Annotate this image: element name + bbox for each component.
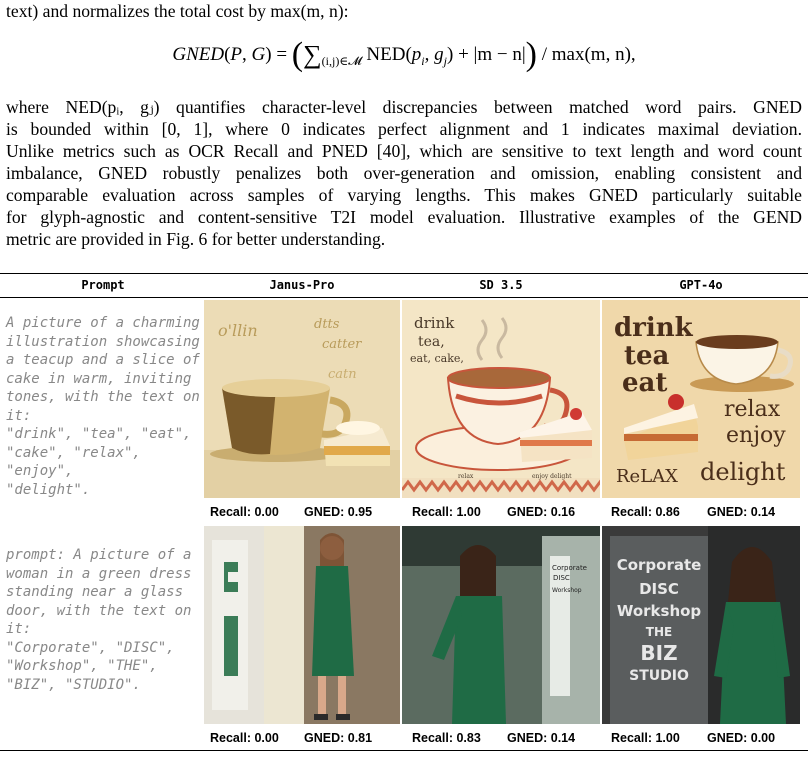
gpt4o-row2-recall: Recall: 1.00	[611, 731, 680, 745]
header-janus-pro: Janus-Pro	[269, 278, 335, 292]
para-line: where NED(pᵢ, gⱼ) quantifies character-level discrepancies between matched word pairs. GNED	[6, 97, 802, 117]
sd35-row2-recall: Recall: 0.83	[412, 731, 481, 745]
gpt-text-drink: drink	[614, 313, 693, 343]
sd-text-eatcake: eat, cake,	[410, 352, 464, 365]
prompt-row-2: prompt: A picture of a woman in a green dress standing near a glass door, with the text on it: "Corporate", "DISC", "Workshop", "THE", "BIZ", "STUDIO".	[6, 547, 192, 693]
gpt4o-woman-image	[602, 526, 800, 724]
para-line: metric are provided in Fig. 6 for better understanding.	[6, 229, 386, 249]
gpt-text-tea: tea	[624, 341, 670, 371]
gpt4o-row2-gned: GNED: 0.00	[707, 731, 776, 745]
gpt-text-biz: BIZ	[640, 641, 678, 665]
janus-row2-recall: Recall: 0.00	[210, 731, 279, 745]
sd-text-tea: tea,	[418, 334, 445, 350]
janus-woman-image	[204, 526, 400, 724]
sd35-row1-gned: GNED: 0.16	[507, 505, 576, 519]
gpt-text-enjoy: enjoy	[726, 423, 786, 448]
table-header-rule	[0, 297, 808, 298]
table-top-rule	[0, 273, 808, 274]
gpt4o-row1-gned: GNED: 0.14	[707, 505, 776, 519]
sd35-row1-recall: Recall: 1.00	[412, 505, 481, 519]
header-gpt4o: GPT-4o	[679, 278, 723, 292]
sd-text-drink: drink	[414, 314, 455, 332]
para-line: Unlike metrics such as OCR Recall and PNED [40], which are sensitive to text length and word count	[6, 141, 802, 161]
sd-text-relax: relax	[458, 473, 474, 480]
janus-garble-2: dtts	[314, 317, 340, 332]
prompt-row-1: A picture of a charming illustration showcasing a teacup and a slice of cake in warm, inviting tones, with the text on it: "drink", "tea", "eat", "cake", "relax", "enjoy", "delight".	[6, 315, 200, 498]
gpt4o-tea-image	[602, 300, 800, 498]
sd-text-disc: DISC	[553, 574, 570, 582]
para-line: comparable evaluation across samples of varying lengths. This makes GNED particularly suitable	[6, 185, 802, 205]
sd-text-corporate: Corporate	[552, 564, 587, 572]
para-line: for glyph-agnostic and content-sensitive T2I model evaluation. Illustrative examples of the GEND	[6, 207, 802, 227]
header-prompt: Prompt	[81, 278, 125, 292]
sd35-woman-image	[402, 526, 600, 724]
janus-garble-1: o'llin	[218, 321, 258, 340]
para-line: imbalance, GNED robustly penalizes both over-generation and omission, enabling consistent and	[6, 163, 802, 183]
sd-text-enjoy: enjoy delight	[532, 473, 572, 480]
janus-row1-gned: GNED: 0.95	[304, 505, 373, 519]
gpt-text-corporate: Corporate	[616, 556, 702, 574]
gpt-text-disc: DISC	[639, 580, 679, 598]
janus-row1-recall: Recall: 0.00	[210, 505, 279, 519]
body-paragraph	[6, 96, 802, 250]
eq-sum-subscript: (i,j)∈𝓜	[321, 53, 362, 68]
gpt-text-studio: STUDIO	[629, 668, 689, 684]
sd35-tea-image	[402, 300, 600, 498]
gpt-text-workshop: Workshop	[616, 602, 702, 620]
sd35-row2-gned: GNED: 0.14	[507, 731, 576, 745]
gpt-text-the: THE	[645, 625, 673, 639]
intro-line: text) and normalizes the total cost by max(m, n):	[6, 1, 349, 21]
gpt4o-row1-recall: Recall: 0.86	[611, 505, 680, 519]
janus-garble-4: catn	[328, 367, 357, 382]
janus-tea-image	[204, 300, 400, 498]
janus-row2-gned: GNED: 0.81	[304, 731, 373, 745]
janus-garble-3: catter	[322, 337, 362, 352]
gpt-text-relax-caps: ReLAX	[616, 466, 678, 487]
sd-text-workshop: Workshop	[552, 587, 582, 594]
eq-tail: / max(m, n),	[541, 44, 636, 65]
table-bottom-rule	[0, 750, 808, 751]
gpt-text-delight: delight	[700, 458, 786, 486]
gned-equation: GNED(P, $G) = (\sum_{(i,j)\in 𝓜}$ $NED(p_i$, $g_j) + |m - n|) / \max(m$, n),	[172, 36, 636, 73]
para-line: is bounded within [0, 1], where 0 indicates perfect alignment and 1 indicates maximal deviation.	[6, 119, 802, 139]
gpt-text-relax: relax	[724, 397, 781, 422]
eq-rest: + |m − n|	[458, 44, 526, 65]
header-sd35: SD 3.5	[479, 278, 523, 292]
gpt-text-eat: eat	[622, 368, 668, 398]
